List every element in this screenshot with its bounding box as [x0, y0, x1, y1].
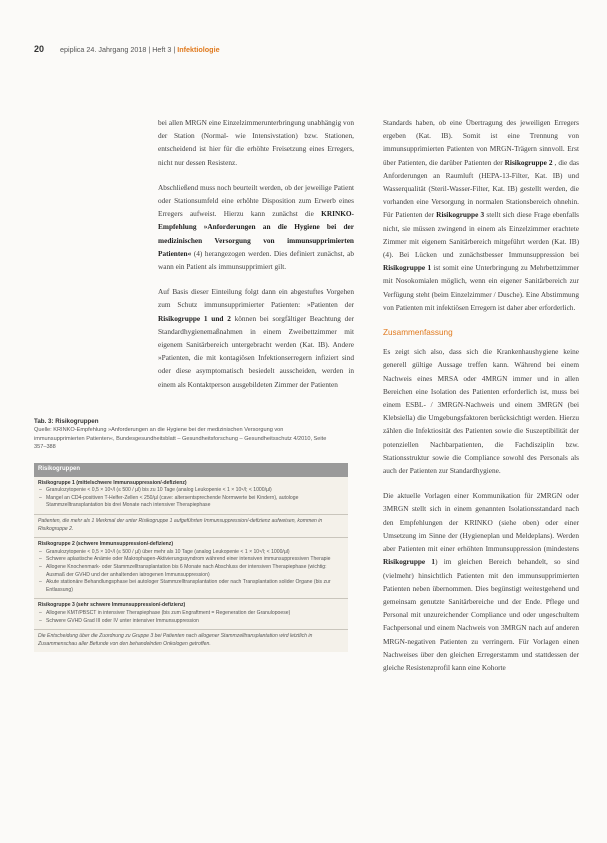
right-paragraph-1-text: Standards haben, ob eine Übertragung des jeweiligen Erregers ergeben (Kat. IB). Somit ist eine Trennung von immunsupprimierten Patienten von MRGN-Trägern sinnvoll. Erst über Patienten, die darüber Patienten der Risikogruppe 2 , die das Anforderungen an Raumluft (HEPA-13-Filter, Kat. IB) und Wasserqualität (Steril-Wasser-Filter, Kat. IB) gestellt werden, die vorhanden eine Versorgung in normalen Stationsbereich ohnehin. Für Patienten der Risikogruppe 3 stellt sich diese Frage ebenfalls nicht, sie müssen zwingend in einem als Einzelzimmer erachtete Zimmer mit eigenem Sanitärbereich mitgeführt werden (Kat. IB) (4). Bei Lücken und zunächstbesser Immunsuppression bei Risikogruppe 1 ist somit eine Unterbringung zu Mehrbettzimmer mit Nosokomialen möglich, wenn ein eigener Sanitärbereich zur Verfügung steht (beim Einzelzimmer / Dusche). Eine Abstimmung von Patienten mit infektiösen Erregern ist daher aber erforderlich. [383, 118, 579, 312]
risk-group-2-title: Risikogruppe 2 (schwere Immunsuppression/-defizienz) [38, 541, 174, 548]
table-footnote: Die Entscheidung über die Zuordnung zu Gruppe 3 bei Patienten nach allogener Stammzelltransplantation wird letztlich in Zusammenschau aller Befunde von den behandelnden Onkologen getroffen. [38, 633, 313, 647]
left-text-column [158, 116, 354, 391]
risk-group-2 [34, 538, 348, 599]
list-item: – Granulozytopenie < 0,5 × 10⁹/l (≤ 500 / µl) bis zu 10 Tage (analog Leukopenie < 1 × 10⁹/l; < 1000/µl) [46, 487, 344, 495]
section-heading: Zusammenfassung [383, 328, 453, 338]
category-label: Infektiologie [177, 45, 220, 54]
list-item: – Allogene KMT/PBSCT in intensiver Therapiephase (bis zum Engraftment = Regeneration der Granulopoese) [46, 610, 344, 618]
risk-group-1-note: Patienten, die mehr als 1 Merkmal der unter Risikogruppe 1 aufgeführten Immunsuppression/-defizienz aufweisen, kommen in Risikogruppe 2. [34, 515, 348, 538]
list-item: – Akute stationäre Behandlungsphase bei autologer Stammzelltransplantation oder nach Transplantation solider Organe (bis zur Entlassung) [46, 579, 344, 594]
risk-group-3 [34, 599, 348, 630]
left-paragraph-1-text: bei allen MRGN eine Einzelzimmerunterbringung unabhängig von der Station (Normal- wie Intensivstation) bzw. Stationen, entscheidend ist hier für die erhöhte Freisetzung eines Erregers, nicht nur dessen Resistenz. [158, 118, 354, 167]
risk-group-table [34, 463, 348, 652]
right-paragraph-2-text: Es zeigt sich also, dass sich die Krankenhaushygiene keine generell gültige Aussage treffen kann. Während bei einem Nachweis eines MRSA oder 4MRGN immer und in allen Bereichen eine Isolation des Patienten erforderlich ist, muss bei einem ESBL- / 3MRGN-Nachweis und einem 3MRGN (bei Klebsiella) die Umgebungsfaktoren berücksichtigt werden. Hierzu zählen die Infektiosität des Patienten sowie die Suszeptibilität der potenziellen Nachbarpatienten, die Fachdisziplin bzw. Stationsstruktur sowie die Compliance sowohl des Personals als auch der Patienten zur Standardhygiene. [383, 347, 579, 476]
risk-group-2-list [38, 549, 344, 595]
page-number: 20 [34, 44, 45, 54]
right-paragraph-3-text: Die aktuelle Vorlagen einer Kommunikation für 2MRGN oder 3MRGN stellt sich in einem genannten Isolationsstandard nach den Empfehlungen der KRINKO (siehe oben) oder einer Umsetzung im Sinne der (Hygieneplan und Meldeplans). Werden aber Patienten mit einer erhöhten Immunsuppression (mindestens Risikogruppe 1) im gleichen Bereich behandelt, so sind (vielmehr) hinsichtlich Patienten mit den immunsupprimierten Patienten neben übernommen. Dies begünstigt weitestgehend und gemeinsam genutzte Sanitärbereiche und der Ende. Pflege und Personal mit unzureichender Compliance und oder ungeschultem Fachpersonal und einem Nachweis von 3MRGN nach auf anderen MRGN-negativen Patienten zu verringern. Für Vorlagen einen Nachweises über den gleichen Erregerstamm und stattdessen der gleiche Resistenzprofil kann eine Kohorte [383, 491, 579, 672]
right-paragraph-3 [383, 489, 579, 674]
left-paragraph-3 [158, 285, 354, 391]
left-paragraph-1 [158, 116, 354, 169]
list-item: – Schwere aplastische Anämie oder Makrophagen-Aktivierungssyndrom während einer intensiven immunsuppressiven Therapie [46, 556, 344, 564]
risk-group-1-list [38, 487, 344, 510]
left-paragraph-3-text: Auf Basis dieser Einteilung folgt dann ein abgestuftes Vorgehen zum Schutz immunsupprimierter Patienten: »Patienten der Risikogruppe 1 und 2 können bei sorgfältiger Beachtung der Standardhygienemaßnahmen in einem Zweibettzimmer mit eigenem Sanitärbereich untergebracht werden (Kat. IB). Andere »Patienten, die mit kontagiösen Infektionserregern infiziert sind oder diese asymptomatisch besiedelt ausscheiden, werden in einem als Kontaktperson ausgebildeten Zimmer der Patienten [158, 287, 354, 389]
running-header [34, 44, 574, 54]
list-item: – Granulozytopenie < 0,5 × 10⁹/l (≤ 500 / µl) über mehr als 10 Tage (analog Leukopenie < 1 × 10⁹/l; < 1000/µl) [46, 549, 344, 557]
table-label: Tab. 3: Risikogruppen [34, 418, 99, 425]
risk-group-3-list [38, 610, 344, 625]
list-item: – Allogene Knochenmark- oder Stammzelltransplantation bis 6 Monate nach Abschluss der intensiven Therapiephase (wichtig: Ausmaß der GVHD und der anhaltenden iatrogenen Immunsuppression) [46, 564, 344, 579]
right-text-column [383, 116, 579, 674]
table-caption [34, 418, 334, 452]
table-header: Risikogruppen [34, 463, 348, 477]
risk-group-3-title: Risikogruppe 3 (sehr schwere Immunsuppression/-defizienz) [38, 602, 186, 609]
left-paragraph-2 [158, 181, 354, 273]
risk-group-1-title: Risikogruppe 1 (mittelschwere Immunsuppression/-defizienz) [38, 479, 187, 486]
list-item: – Schwere GVHD Grad III oder IV unter intensiver Immunsuppression [46, 618, 344, 626]
risk-group-1 [34, 477, 348, 515]
right-paragraph-1 [383, 116, 579, 314]
table-source: Quelle: KRINKO-Empfehlung »Anforderungen an die Hygiene bei der medizinischen Versorgung von immunsupprimierten Patienten«, Bundesgesundheitsblatt – Gesundheitsforschung – Gesundheitsschutz 4/2010, Seite 357–388 [34, 427, 327, 451]
list-item: – Mangel an CD4-positiven T-Helfer-Zellen < 250/µl (cave: altersentsprechende Normwerte bei Kindern), autologe Stammzelltransplantation bis drei Monate nach intensiver Therapiephase [46, 495, 344, 510]
right-paragraph-2 [383, 345, 579, 477]
journal-info: epiplica 24. Jahrgang 2018 | Heft 3 | [60, 45, 176, 54]
left-paragraph-2-text: Abschließend muss noch beurteilt werden, ob der jeweilige Patient oder Stationsumfeld eine erhöhte Disposition zum Erwerb eines Erregers aufweist. Hierzu kann zunächst die KRINKO-Empfehlung »Anforderungen an die Hygiene bei der medizinischen Versorgung von immunsupprimierten Patienten« (4) herangezogen werden. Dies definiert zunächst, ab wann ein Patient als immunsupprimiert gilt. [158, 182, 354, 272]
